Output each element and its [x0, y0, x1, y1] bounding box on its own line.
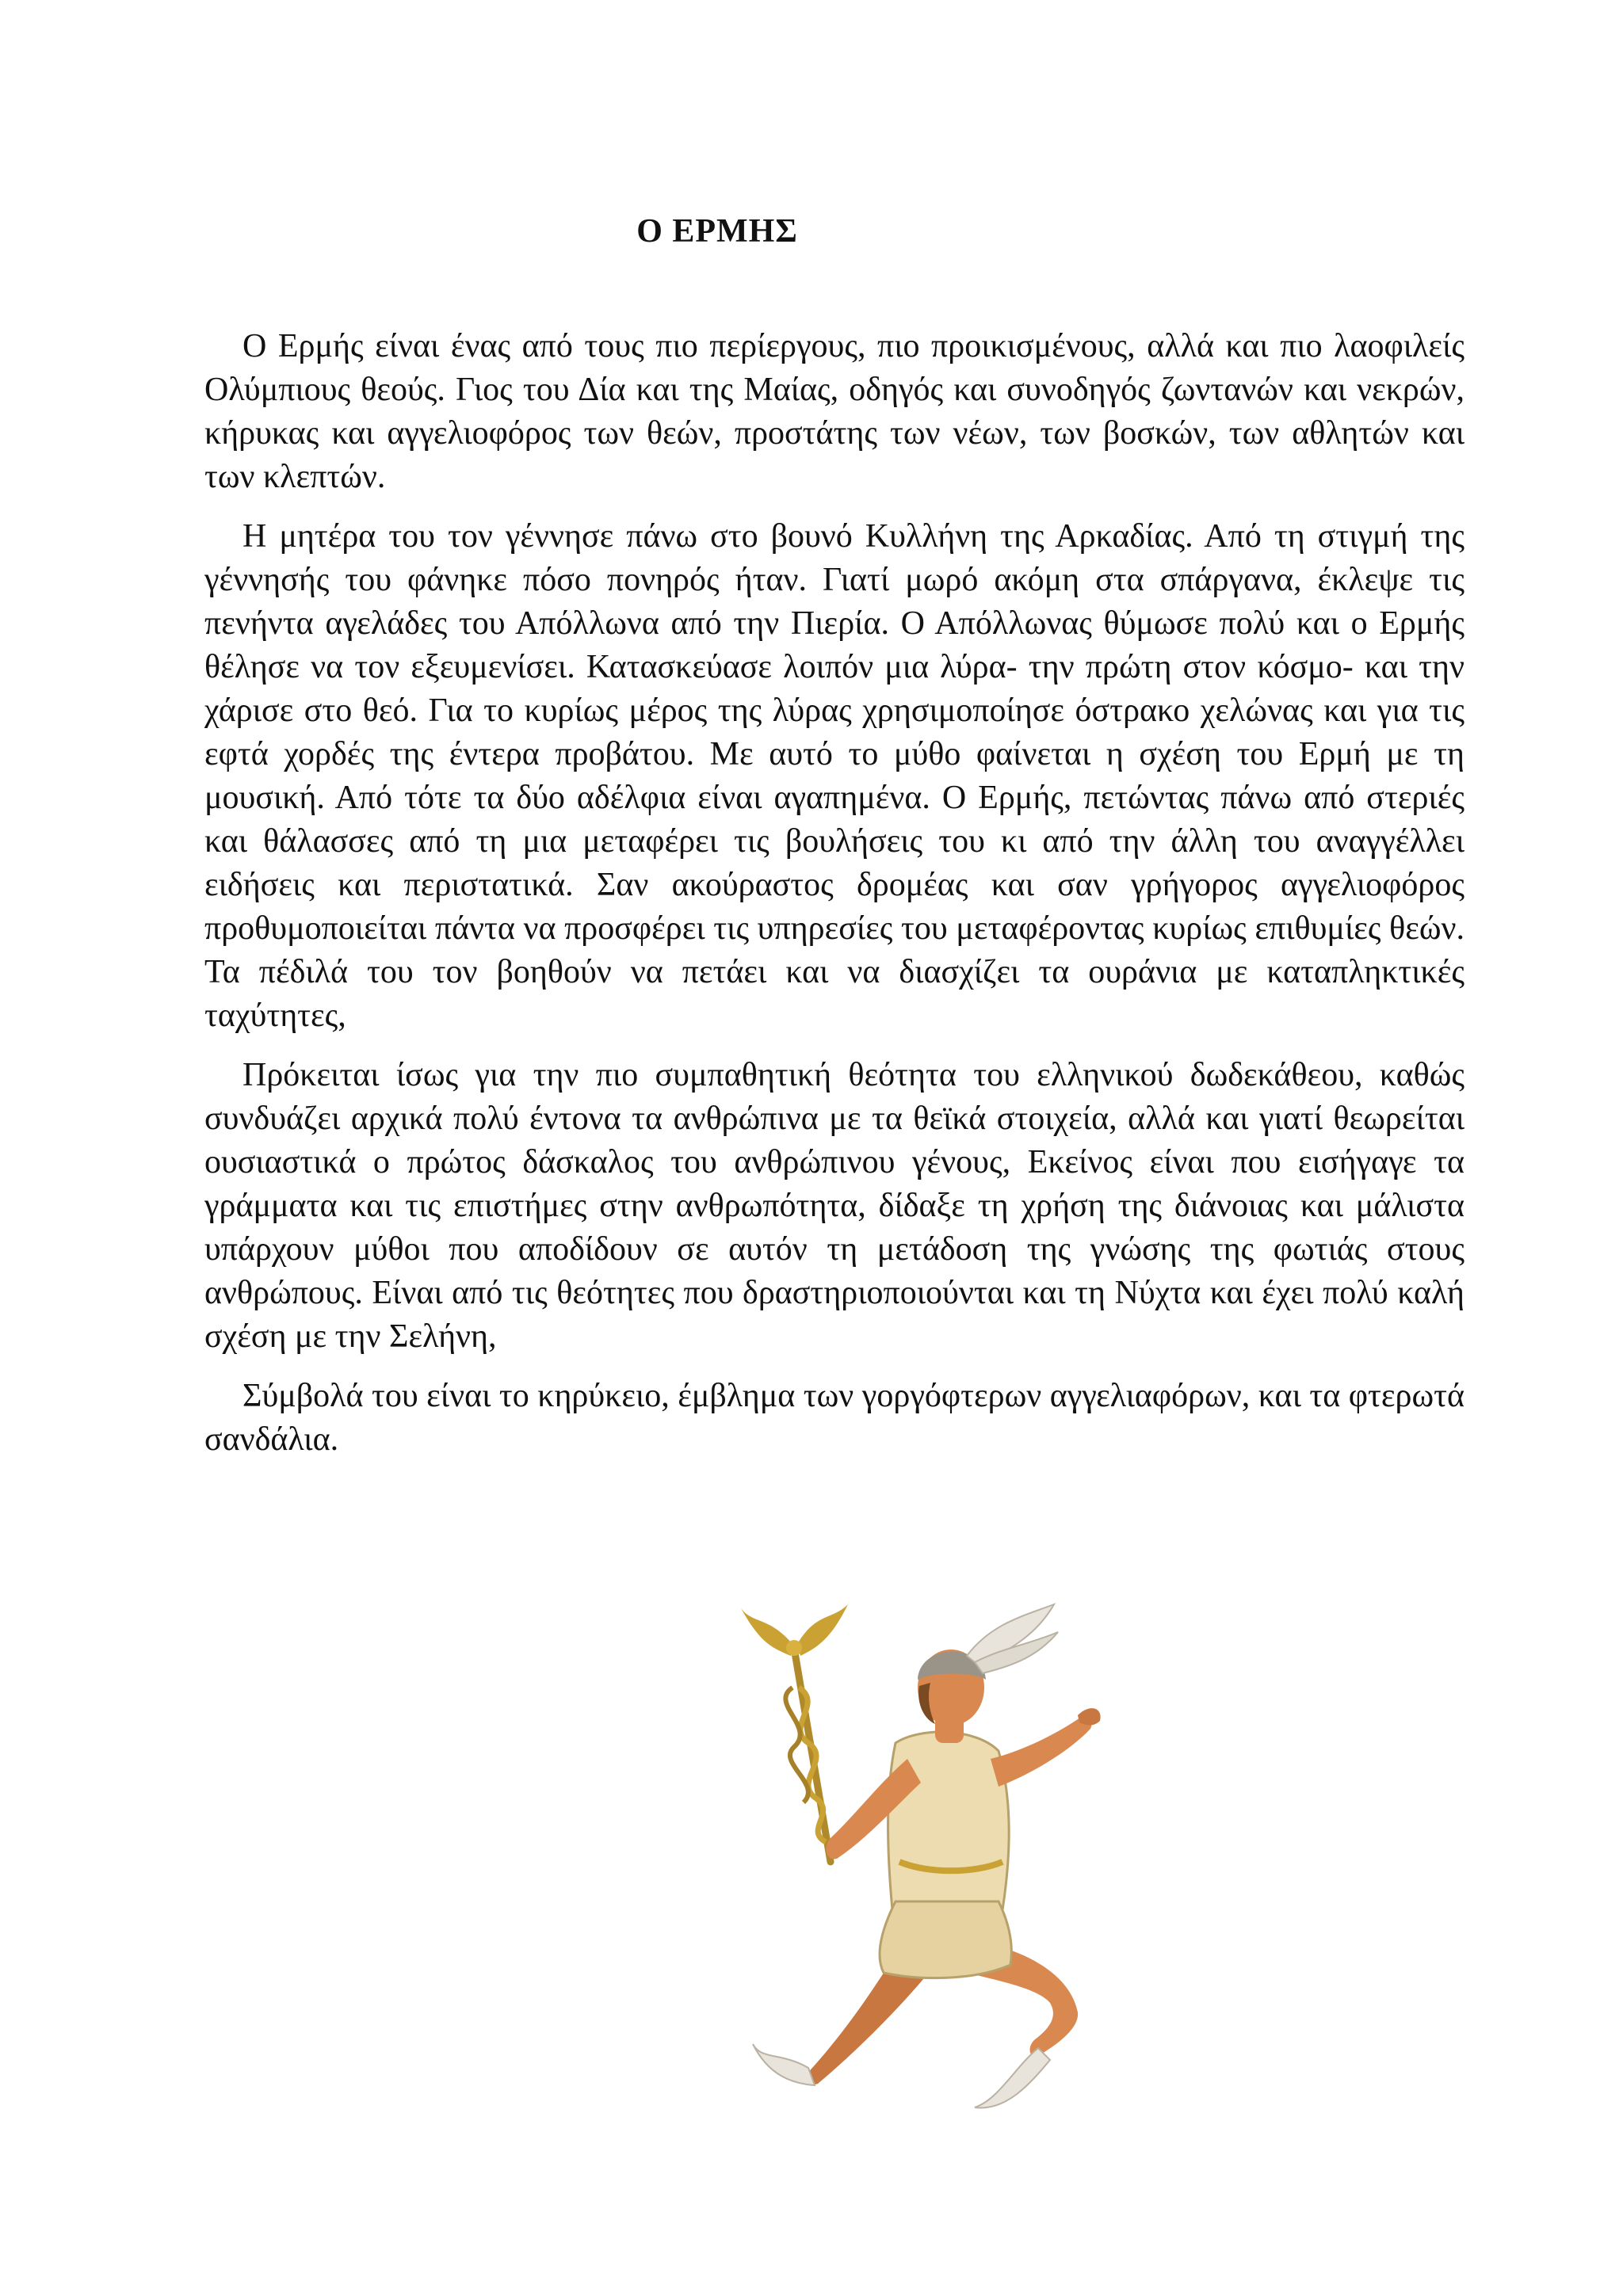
caduceus-icon [741, 1604, 848, 1862]
hermes-figure-icon [737, 1600, 1181, 2155]
paragraph-2: Η μητέρα του τον γέννησε πάνω στο βουνό Κυλλήνη της Αρκαδίας. Από τη στιγμή της γέννησής του φάνηκε πόσο πονηρός ήταν. Γιατί μωρό ακόμη στα σπάργανα, έκλεψε τις πενήντα αγελάδες του Απόλλωνα από την Πιερία. Ο Απόλλωνας θύμωσε πολύ και ο Ερμής θέλησε να τον εξευμενίσει. Κατασκεύασε λοιπόν μια λύρα- την πρώτη στον κόσμο- και την χάρισε στο θεό. Για το κυρίως μέρος της λύρας χρησιμοποίησε όστρακο χελώνας και για τις εφτά χορδές της έντερα προβάτου. Με αυτό το μύθο φαίνεται η σχέση του Ερμή με τη μουσική. Από τότε τα δύο αδέλφια είναι αγαπημένα. Ο Ερμής, πετώντας πάνω από στεριές και θάλασσες από τη μια μεταφέρει τις βουλήσεις του κι από την άλλη του αναγγέλλει ειδήσεις και περιστατικά. Σαν ακούραστος δρομέας και σαν γρήγορος αγγελιοφόρος προθυμοποιείται πάντα να προσφέρει τις υπηρεσίες του μεταφέροντας κυρίως επιθυμίες θεών. Τα πέδιλά του τον βοηθούν να πετάει και να διασχίζει τα ουράνια με καταπληκτικές ταχύτητες, [204, 518, 1465, 1034]
paragraph-1: Ο Ερμής είναι ένας από τους πιο περίεργους, πιο προικισμένους, αλλά και πιο λαοφιλείς Ολύμπιους θεούς. Γιος του Δία και της Μαίας, οδηγός και συνοδηγός ζωντανών και νεκρών, κήρυκας και αγγελιοφόρος των θεών, προστάτης των νέων, των βοσκών, των αθλητών και των κλεπτών. [204, 328, 1465, 495]
hermes-illustration [737, 1600, 1181, 2155]
paragraph-4: Σύμβολά του είναι το κηρύκειο, έμβλημα των γοργόφτερων αγγελιαφόρων, και τα φτερωτά σανδάλια. [204, 1378, 1465, 1458]
document-body [204, 325, 1465, 1478]
paragraph-3: Πρόκειται ίσως για την πιο συμπαθητική θεότητα του ελληνικού δωδεκάθεου, καθώς συνδυάζει αρχικά πολύ έντονα τα ανθρώπινα με τα θεϊκά στοιχεία, αλλά και γιατί θεωρείται ουσιαστικά ο πρώτος δάσκαλος του ανθρώπινου γένους, Εκείνος είναι που εισήγαγε τα γράμματα και τις επιστήμες στην ανθρωπότητα, δίδαξε τη χρήση της διάνοιας και μάλιστα υπάρχουν μύθοι που αποδίδουν σε αυτόν τη μετάδοση της γνώσης της φωτιάς στους ανθρώπους. Είναι από τις θεότητες που δραστηριοποιούνται και τη Νύχτα και έχει πολύ καλή σχέση με την Σελήνη, [204, 1057, 1465, 1355]
page-title: Ο ΕΡΜΗΣ [636, 213, 798, 250]
